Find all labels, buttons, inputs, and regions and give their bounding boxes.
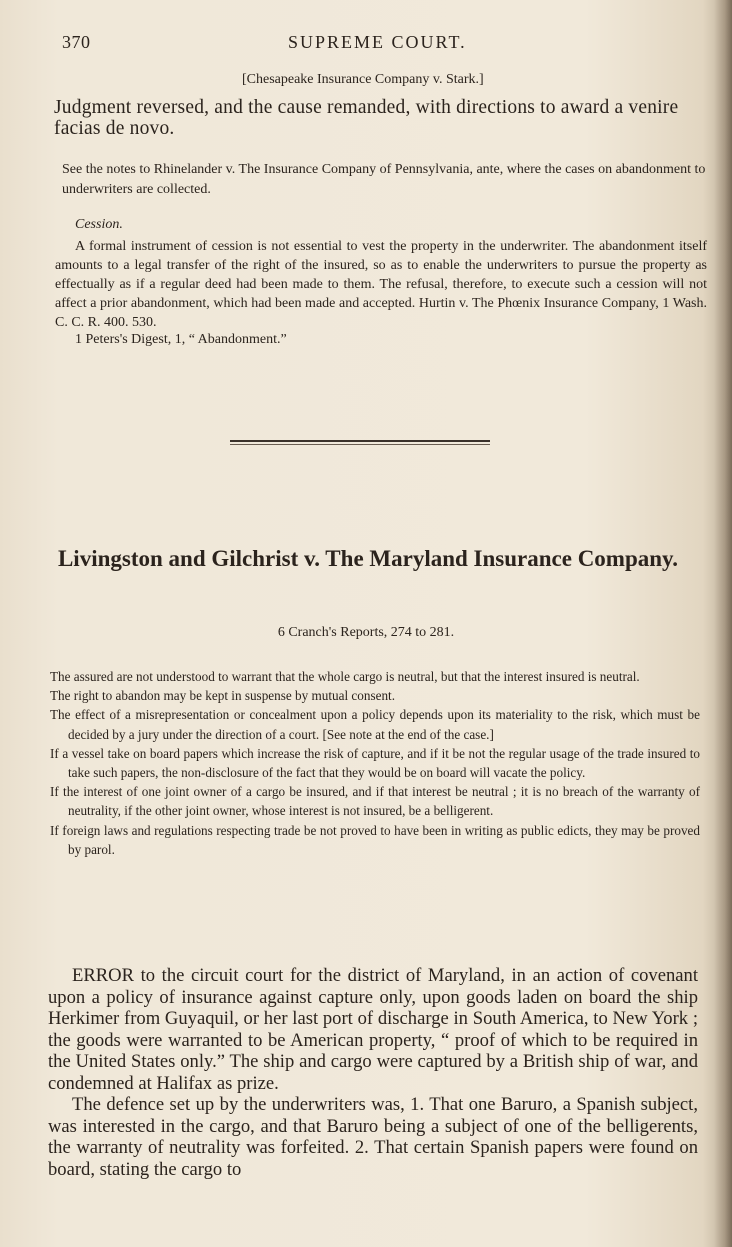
- headnote: The effect of a misrepresentation or concealment upon a policy depends upon its materiality to the risk, which must be decided by a jury under the direction of a court. [See note at the end of the case.]: [50, 707, 700, 742]
- headnote: If the interest of one joint owner of a cargo be insured, and if that interest be neutral ; it is no breach of the warranty of neutrality, if the other joint owner, whose interest is not insured, be a belligerent.: [50, 784, 700, 819]
- note-text: See the notes to Rhinelander v. The Insurance Company of Pennsylvania, ante, where the cases on abandonment to underwriters are collected.: [62, 162, 706, 197]
- cession-heading: Cession.: [75, 217, 123, 232]
- section-divider-thin: [230, 444, 490, 445]
- page-number: 370: [62, 32, 91, 52]
- section-divider: [230, 440, 490, 442]
- reports-citation: 6 Cranch's Reports, 274 to 281.: [277, 625, 455, 640]
- headnotes: [50, 667, 700, 859]
- page-edge-shadow: [714, 0, 732, 1247]
- body-paragraph: ERROR to the circuit court for the district of Maryland, in an action of covenant upon a policy of insurance against capture only, upon goods laden on board the ship Herkimer from Guyaquil, or her last port of discharge in South America, to New York ; the goods were warranted to be American property, “ proof of which to be required in the United States only.” The ship and cargo were captured by a British ship of war, and condemned at Halifax as prize.: [48, 965, 698, 1094]
- case-reference: [Chesapeake Insurance Company v. Stark.]: [242, 72, 484, 87]
- cession-body: A formal instrument of cession is not essential to vest the property in the underwriter. The abandonment itself amounts to a legal transfer of the right of the insured, so as to enable the underwriters to pursue the property as effectually as if a regular deed had been made to them. The refusal, therefore, to execute such a cession will not affect a prior abandonment, which had been made and accepted. Hurtin v. The Phœnix Insurance Company, 1 Wash. C. C. R. 400. 530.: [55, 239, 707, 330]
- opinion-body: [48, 965, 698, 1180]
- headnote: The assured are not understood to warrant that the whole cargo is neutral, but that the interest insured is neutral.: [50, 669, 640, 684]
- case-title: Livingston and Gilchrist v. The Maryland Insurance Company.: [57, 546, 679, 571]
- judgment-text: Judgment reversed, and the cause remanded, with directions to award a venire facias de novo.: [54, 97, 679, 139]
- headnote: The right to abandon may be kept in suspense by mutual consent.: [50, 688, 395, 704]
- headnote: If a vessel take on board papers which increase the risk of capture, and if it be not the regular usage of the trade insured to take such papers, the non-disclosure of the fact that they would be on board will vacate the policy.: [50, 745, 700, 781]
- page-header: [62, 32, 702, 58]
- headnote: If foreign laws and regulations respecting trade be not proved to have been in writing as public edicts, they may be proved by parol.: [50, 822, 700, 857]
- digest-reference: 1 Peters's Digest, 1, “ Abandonment.”: [75, 332, 287, 347]
- running-head: SUPREME COURT.: [288, 32, 467, 52]
- body-paragraph: The defence set up by the underwriters was, 1. That one Baruro, a Spanish subject, was interested in the cargo, and that Baruro being a subject of one of the belligerents, the warranty of neutrality was forfeited. 2. That certain Spanish papers were found on board, stating the cargo to: [48, 1094, 698, 1180]
